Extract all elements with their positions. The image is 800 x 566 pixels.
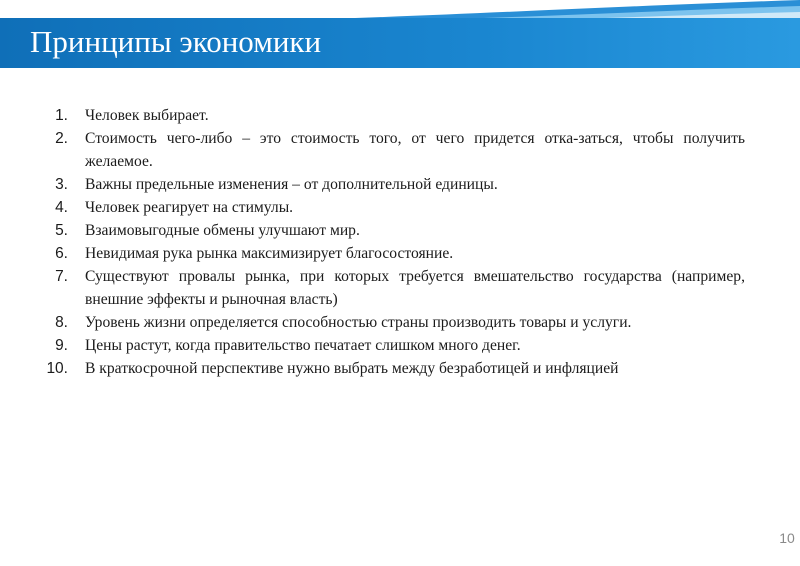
item-text: Важны предельные изменения – от дополнительной единицы. — [85, 176, 498, 193]
item-text: Взаимовыгодные обмены улучшают мир. — [85, 222, 360, 239]
item-number: 2. — [55, 130, 68, 147]
list-item — [30, 173, 745, 196]
list-item — [30, 334, 745, 357]
list-item — [30, 219, 745, 242]
slide-title: Принципы экономики — [30, 24, 322, 59]
list-item — [30, 357, 745, 380]
list-item — [30, 265, 745, 311]
item-number: 7. — [55, 268, 68, 285]
item-text: Стоимость чего-либо – это стоимость того, от чего придется отка-заться, чтобы получить желаемое. — [85, 130, 745, 170]
item-number: 3. — [55, 176, 68, 193]
list-item — [30, 242, 745, 265]
item-text: Уровень жизни определяется способностью страны производить товары и услуги. — [85, 314, 632, 331]
item-number: 4. — [55, 199, 68, 216]
item-text: Человек реагирует на стимулы. — [85, 199, 294, 216]
item-text: Невидимая рука рынка максимизирует благосостояние. — [85, 245, 454, 262]
item-number: 10. — [46, 360, 68, 377]
list-item — [30, 104, 745, 127]
item-number: 5. — [55, 222, 68, 239]
item-number: 9. — [55, 337, 68, 354]
item-text: Существуют провалы рынка, при которых требуется вмешательство государства (например, внешние эффекты и рыночная власть) — [85, 268, 745, 308]
item-text: Человек выбирает. — [85, 107, 209, 124]
item-number: 1. — [55, 107, 68, 124]
page-number: 10 — [779, 530, 795, 546]
principles-list — [30, 104, 745, 380]
list-item — [30, 196, 745, 219]
list-item — [30, 311, 745, 334]
item-text: В краткосрочной перспективе нужно выбрать между безработицей и инфляцией — [85, 360, 619, 377]
list-item — [30, 127, 745, 173]
item-text: Цены растут, когда правительство печатает слишком много денег. — [85, 337, 521, 354]
item-number: 8. — [55, 314, 68, 331]
item-number: 6. — [55, 245, 68, 262]
